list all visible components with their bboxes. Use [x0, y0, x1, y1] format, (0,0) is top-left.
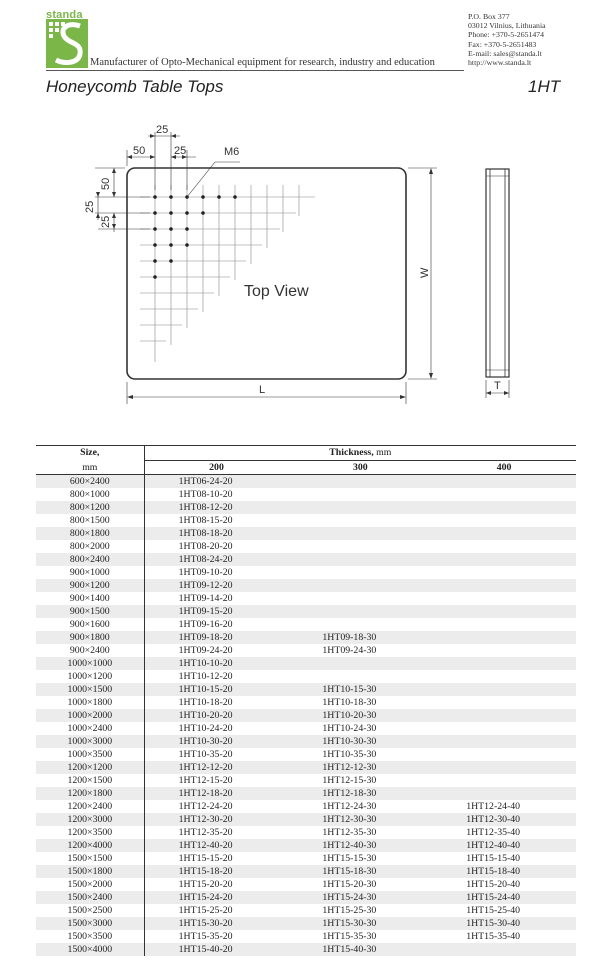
part-number-cell: 1HT12-30-40 [432, 813, 576, 826]
part-number-cell: 1HT12-40-20 [144, 839, 288, 852]
part-number-cell [432, 540, 576, 553]
size-cell: 1500×4000 [36, 943, 144, 956]
table-row [36, 488, 576, 501]
part-number-cell [432, 618, 576, 631]
table-body [36, 475, 576, 957]
part-number-cell [432, 683, 576, 696]
part-number-cell: 1HT15-30-40 [432, 917, 576, 930]
size-cell: 1200×3500 [36, 826, 144, 839]
dim-label: 25 [156, 124, 169, 136]
part-number-cell: 1HT12-15-30 [288, 774, 432, 787]
table-row [36, 514, 576, 527]
part-number-cell: 1HT15-35-20 [144, 930, 288, 943]
part-number-cell: 1HT15-18-30 [288, 865, 432, 878]
part-number-cell [432, 579, 576, 592]
part-number-cell: 1HT09-16-20 [144, 618, 288, 631]
size-cell: 1200×1800 [36, 787, 144, 800]
part-number-cell: 1HT12-40-30 [288, 839, 432, 852]
size-cell: 1500×3500 [36, 930, 144, 943]
size-cell: 1000×3500 [36, 748, 144, 761]
table-row [36, 943, 576, 956]
part-number-cell: 1HT12-24-40 [432, 800, 576, 813]
size-cell: 1200×3000 [36, 813, 144, 826]
part-number-cell [432, 709, 576, 722]
part-number-cell: 1HT15-20-40 [432, 878, 576, 891]
part-number-cell [288, 553, 432, 566]
part-number-cell [432, 774, 576, 787]
part-number-cell: 1HT12-35-20 [144, 826, 288, 839]
table-row [36, 722, 576, 735]
length-label: L [259, 384, 266, 396]
thickness-label: T [494, 380, 501, 392]
contact-line: P.O. Box 377 [468, 12, 510, 21]
part-number-cell: 1HT08-10-20 [144, 488, 288, 501]
part-number-cell [432, 696, 576, 709]
part-number-cell [288, 501, 432, 514]
table-row [36, 566, 576, 579]
part-number-cell: 1HT09-18-30 [288, 631, 432, 644]
table-row [36, 878, 576, 891]
part-number-cell: 1HT12-40-40 [432, 839, 576, 852]
side-view [486, 169, 509, 377]
size-cell: 1500×1800 [36, 865, 144, 878]
part-number-cell: 1HT09-10-20 [144, 566, 288, 579]
size-cell: 1000×2000 [36, 709, 144, 722]
part-number-cell: 1HT15-24-40 [432, 891, 576, 904]
part-number-cell [288, 670, 432, 683]
header-divider [46, 70, 464, 71]
part-number-cell: 1HT15-25-30 [288, 904, 432, 917]
model-code: 1HT [528, 77, 561, 96]
contact-line[interactable]: E-mail: sales@standa.lt [468, 48, 542, 58]
part-number-cell: 1HT10-35-20 [144, 748, 288, 761]
part-number-cell: 1HT10-35-30 [288, 748, 432, 761]
company-tagline: Manufacturer of Opto-Mechanical equipment for research, industry and education [90, 57, 435, 68]
table-row [36, 787, 576, 800]
table-row [36, 930, 576, 943]
part-number-cell: 1HT09-24-20 [144, 644, 288, 657]
size-cell: 1000×1000 [36, 657, 144, 670]
table-row [36, 527, 576, 540]
table-row [36, 865, 576, 878]
part-number-cell: 1HT10-12-20 [144, 670, 288, 683]
table-row [36, 709, 576, 722]
part-number-cell: 1HT09-12-20 [144, 579, 288, 592]
part-number-cell: 1HT15-24-30 [288, 891, 432, 904]
part-number-cell [288, 527, 432, 540]
table-row [36, 579, 576, 592]
size-cell: 900×1000 [36, 566, 144, 579]
part-number-cell: 1HT15-20-20 [144, 878, 288, 891]
part-number-cell [288, 592, 432, 605]
size-cell: 1000×2400 [36, 722, 144, 735]
page-header [0, 0, 595, 78]
part-number-cell: 1HT15-20-30 [288, 878, 432, 891]
width-label: W [419, 267, 431, 278]
table-outline [127, 168, 406, 379]
size-cell: 800×1200 [36, 501, 144, 514]
size-cell: 900×1200 [36, 579, 144, 592]
thickness-header: Thickness, mm [144, 446, 576, 461]
part-number-cell: 1HT08-20-20 [144, 540, 288, 553]
part-number-cell: 1HT10-10-20 [144, 657, 288, 670]
part-number-cell [288, 657, 432, 670]
size-cell: 800×1500 [36, 514, 144, 527]
part-number-cell [432, 631, 576, 644]
part-number-cell: 1HT08-12-20 [144, 501, 288, 514]
part-number-cell [432, 657, 576, 670]
page-title: Honeycomb Table Tops [46, 77, 224, 96]
part-number-cell [432, 735, 576, 748]
part-number-cell: 1HT12-30-20 [144, 813, 288, 826]
part-number-cell: 1HT09-15-20 [144, 605, 288, 618]
part-number-cell [432, 605, 576, 618]
part-number-cell: 1HT12-18-30 [288, 787, 432, 800]
dim-label: 50 [133, 145, 146, 157]
part-number-cell: 1HT10-20-30 [288, 709, 432, 722]
product-table [36, 445, 576, 956]
part-number-cell: 1HT15-30-30 [288, 917, 432, 930]
part-number-cell: 1HT15-25-20 [144, 904, 288, 917]
part-number-cell [288, 514, 432, 527]
size-cell: 800×2000 [36, 540, 144, 553]
part-number-cell [432, 592, 576, 605]
part-number-cell: 1HT09-18-20 [144, 631, 288, 644]
size-header: Size, [36, 446, 144, 461]
size-cell: 1000×1800 [36, 696, 144, 709]
part-number-cell: 1HT15-18-40 [432, 865, 576, 878]
part-number-cell: 1HT08-18-20 [144, 527, 288, 540]
part-number-cell: 1HT15-40-30 [288, 943, 432, 956]
view-label: Top View [244, 283, 309, 300]
part-number-cell [432, 943, 576, 956]
thickness-col-300: 300 [288, 461, 432, 475]
part-number-cell: 1HT06-24-20 [144, 475, 288, 489]
part-number-cell: 1HT12-30-30 [288, 813, 432, 826]
table-row [36, 618, 576, 631]
part-number-cell: 1HT15-30-20 [144, 917, 288, 930]
part-number-cell [432, 722, 576, 735]
part-number-cell: 1HT15-35-40 [432, 930, 576, 943]
part-number-cell [432, 488, 576, 501]
table-row [36, 696, 576, 709]
part-number-cell [432, 644, 576, 657]
table-row [36, 553, 576, 566]
table-row [36, 839, 576, 852]
technical-drawing [0, 100, 595, 420]
size-cell: 800×1800 [36, 527, 144, 540]
table-row [36, 501, 576, 514]
part-number-cell [432, 527, 576, 540]
contact-line: Fax: +370-5-2651483 [468, 39, 537, 49]
part-number-cell [432, 670, 576, 683]
table-row [36, 592, 576, 605]
size-cell: 1500×1500 [36, 852, 144, 865]
part-number-cell: 1HT12-12-20 [144, 761, 288, 774]
table-row [36, 826, 576, 839]
part-number-cell: 1HT10-24-20 [144, 722, 288, 735]
table-row [36, 605, 576, 618]
size-cell: 800×2400 [36, 553, 144, 566]
part-number-cell: 1HT09-24-30 [288, 644, 432, 657]
part-number-cell [288, 605, 432, 618]
part-number-cell: 1HT10-15-30 [288, 683, 432, 696]
part-number-cell [432, 553, 576, 566]
size-cell: 1000×1500 [36, 683, 144, 696]
size-cell: 1500×3000 [36, 917, 144, 930]
part-number-cell [432, 748, 576, 761]
table-row [36, 813, 576, 826]
contact-block [468, 12, 546, 67]
part-number-cell: 1HT09-14-20 [144, 592, 288, 605]
part-number-cell [288, 475, 432, 489]
contact-line: Phone: +370-5-2651474 [468, 30, 545, 40]
part-number-cell: 1HT10-18-30 [288, 696, 432, 709]
size-cell: 1500×2000 [36, 878, 144, 891]
size-cell: 1000×1200 [36, 670, 144, 683]
table-row [36, 748, 576, 761]
size-cell: 900×1400 [36, 592, 144, 605]
part-number-cell: 1HT15-18-20 [144, 865, 288, 878]
contact-line: 03012 Vilnius, Lithuania [468, 21, 546, 31]
part-number-cell: 1HT08-15-20 [144, 514, 288, 527]
part-number-cell [432, 566, 576, 579]
part-number-cell [432, 787, 576, 800]
hole-grid [140, 185, 315, 362]
size-cell: 900×1600 [36, 618, 144, 631]
table-row [36, 475, 576, 489]
part-number-cell [288, 488, 432, 501]
table-row [36, 540, 576, 553]
part-number-cell: 1HT10-15-20 [144, 683, 288, 696]
size-cell: 900×1500 [36, 605, 144, 618]
dim-label: 25 [84, 200, 96, 213]
part-number-cell: 1HT15-15-20 [144, 852, 288, 865]
table-row [36, 904, 576, 917]
part-number-cell: 1HT15-35-30 [288, 930, 432, 943]
part-number-cell: 1HT12-12-30 [288, 761, 432, 774]
part-number-cell: 1HT12-15-20 [144, 774, 288, 787]
table-row [36, 683, 576, 696]
table-row [36, 800, 576, 813]
thickness-col-200: 200 [144, 461, 288, 475]
size-unit: mm [36, 461, 144, 475]
size-cell: 1500×2500 [36, 904, 144, 917]
part-number-cell [432, 475, 576, 489]
part-number-cell [432, 501, 576, 514]
table-row [36, 774, 576, 787]
part-number-cell: 1HT10-24-30 [288, 722, 432, 735]
dim-label: 25 [174, 145, 187, 157]
part-number-cell: 1HT12-18-20 [144, 787, 288, 800]
size-cell: 1200×1500 [36, 774, 144, 787]
table-row [36, 631, 576, 644]
part-number-cell: 1HT15-15-30 [288, 852, 432, 865]
part-number-cell: 1HT12-35-40 [432, 826, 576, 839]
hole-dots [153, 195, 237, 279]
part-number-cell [288, 579, 432, 592]
part-number-cell: 1HT12-24-30 [288, 800, 432, 813]
part-number-cell [432, 761, 576, 774]
size-cell: 900×1800 [36, 631, 144, 644]
part-number-cell [432, 514, 576, 527]
part-number-cell [288, 566, 432, 579]
part-number-cell: 1HT15-40-20 [144, 943, 288, 956]
part-number-cell: 1HT15-15-40 [432, 852, 576, 865]
table-row [36, 852, 576, 865]
size-cell: 600×2400 [36, 475, 144, 489]
company-name: standa [46, 9, 83, 21]
part-number-cell [288, 540, 432, 553]
table-row [36, 735, 576, 748]
table-row [36, 917, 576, 930]
table-row [36, 670, 576, 683]
part-number-cell [288, 618, 432, 631]
part-number-cell: 1HT10-30-30 [288, 735, 432, 748]
size-cell: 1200×1200 [36, 761, 144, 774]
part-number-cell: 1HT15-25-40 [432, 904, 576, 917]
thread-label: M6 [224, 146, 240, 158]
table-row [36, 761, 576, 774]
part-number-cell: 1HT10-18-20 [144, 696, 288, 709]
part-number-cell: 1HT10-30-20 [144, 735, 288, 748]
part-number-cell: 1HT10-20-20 [144, 709, 288, 722]
part-number-cell: 1HT08-24-20 [144, 553, 288, 566]
part-number-cell: 1HT12-35-30 [288, 826, 432, 839]
size-cell: 1500×2400 [36, 891, 144, 904]
size-cell: 800×1000 [36, 488, 144, 501]
part-number-cell: 1HT15-24-20 [144, 891, 288, 904]
thickness-col-400: 400 [432, 461, 576, 475]
table-row [36, 657, 576, 670]
table-row [36, 891, 576, 904]
size-cell: 900×2400 [36, 644, 144, 657]
part-number-cell: 1HT12-24-20 [144, 800, 288, 813]
dim-label: 25 [100, 215, 112, 228]
size-cell: 1000×3000 [36, 735, 144, 748]
size-cell: 1200×4000 [36, 839, 144, 852]
size-cell: 1200×2400 [36, 800, 144, 813]
dim-label: 50 [100, 177, 112, 190]
contact-line[interactable]: http://www.standa.lt [468, 58, 532, 68]
table-row [36, 644, 576, 657]
